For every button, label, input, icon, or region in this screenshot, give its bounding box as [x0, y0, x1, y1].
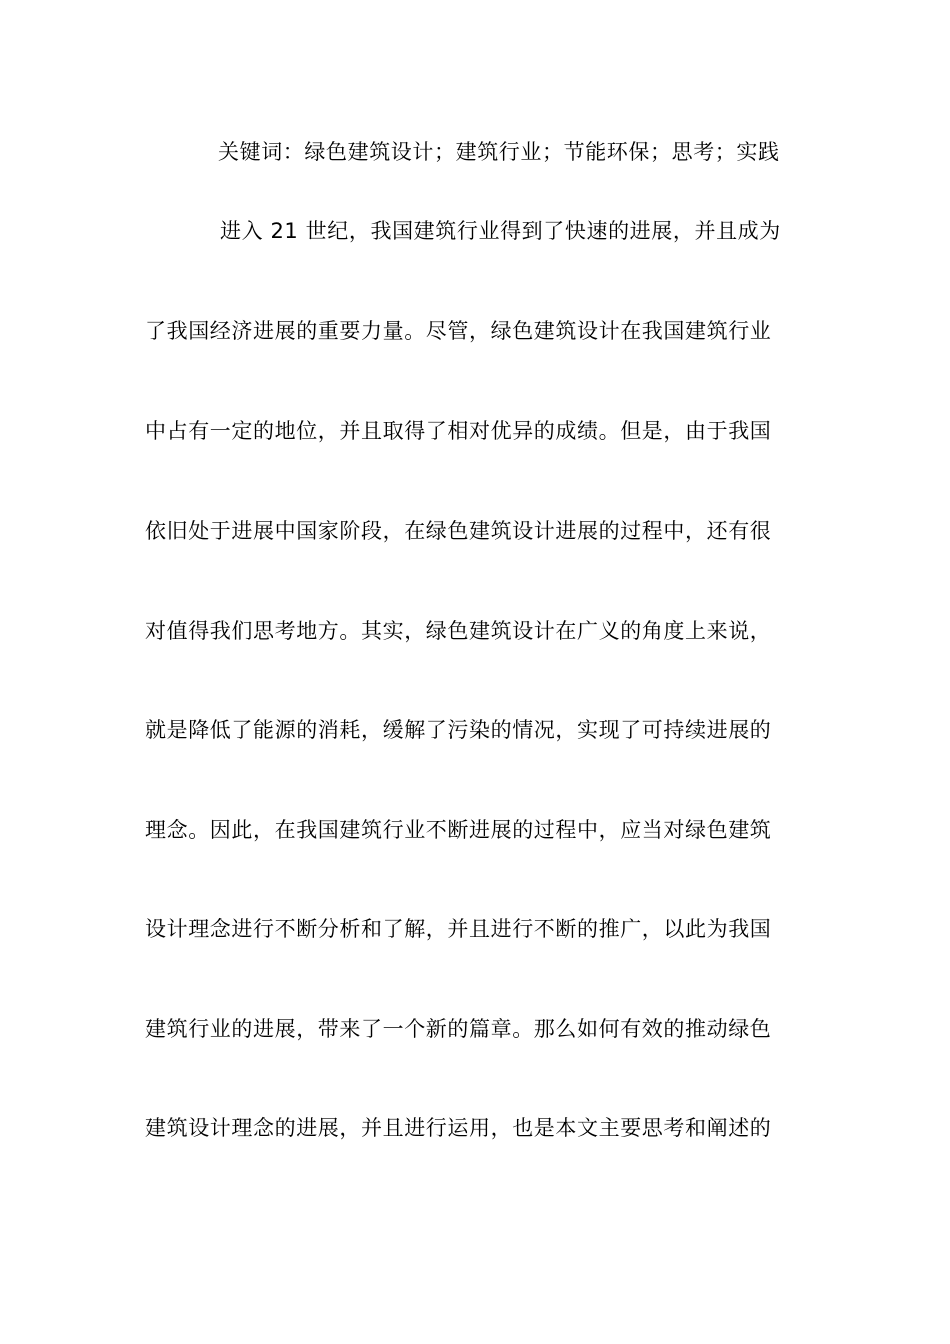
body-line-8: 设计理念进行不断分析和了解，并且进行不断的推广，以此为我国 [145, 917, 772, 941]
body-line-4: 依旧处于进展中国家阶段，在绿色建筑设计进展的过程中，还有很 [145, 519, 772, 543]
keywords-line: 关键词：绿色建筑设计；建筑行业；节能环保；思考；实践 [218, 140, 780, 164]
body-line-2: 了我国经济进展的重要力量。尽管，绿色建筑设计在我国建筑行业 [145, 319, 772, 343]
body-line-10: 建筑设计理念的进展，并且进行运用，也是本文主要思考和阐述的 [145, 1116, 772, 1140]
body-line-1: 进入 21 世纪，我国建筑行业得到了快速的进展，并且成为 [220, 219, 781, 243]
body-line-6: 就是降低了能源的消耗，缓解了污染的情况，实现了可持续进展的 [145, 718, 772, 742]
body-line-3: 中占有一定的地位，并且取得了相对优异的成绩。但是，由于我国 [145, 419, 772, 443]
body-line-9: 建筑行业的进展，带来了一个新的篇章。那么如何有效的推动绿色 [145, 1017, 772, 1041]
body-line-5: 对值得我们思考地方。其实，绿色建筑设计在广义的角度上来说， [145, 619, 772, 643]
body-line-7: 理念。因此，在我国建筑行业不断进展的过程中，应当对绿色建筑 [145, 818, 772, 842]
